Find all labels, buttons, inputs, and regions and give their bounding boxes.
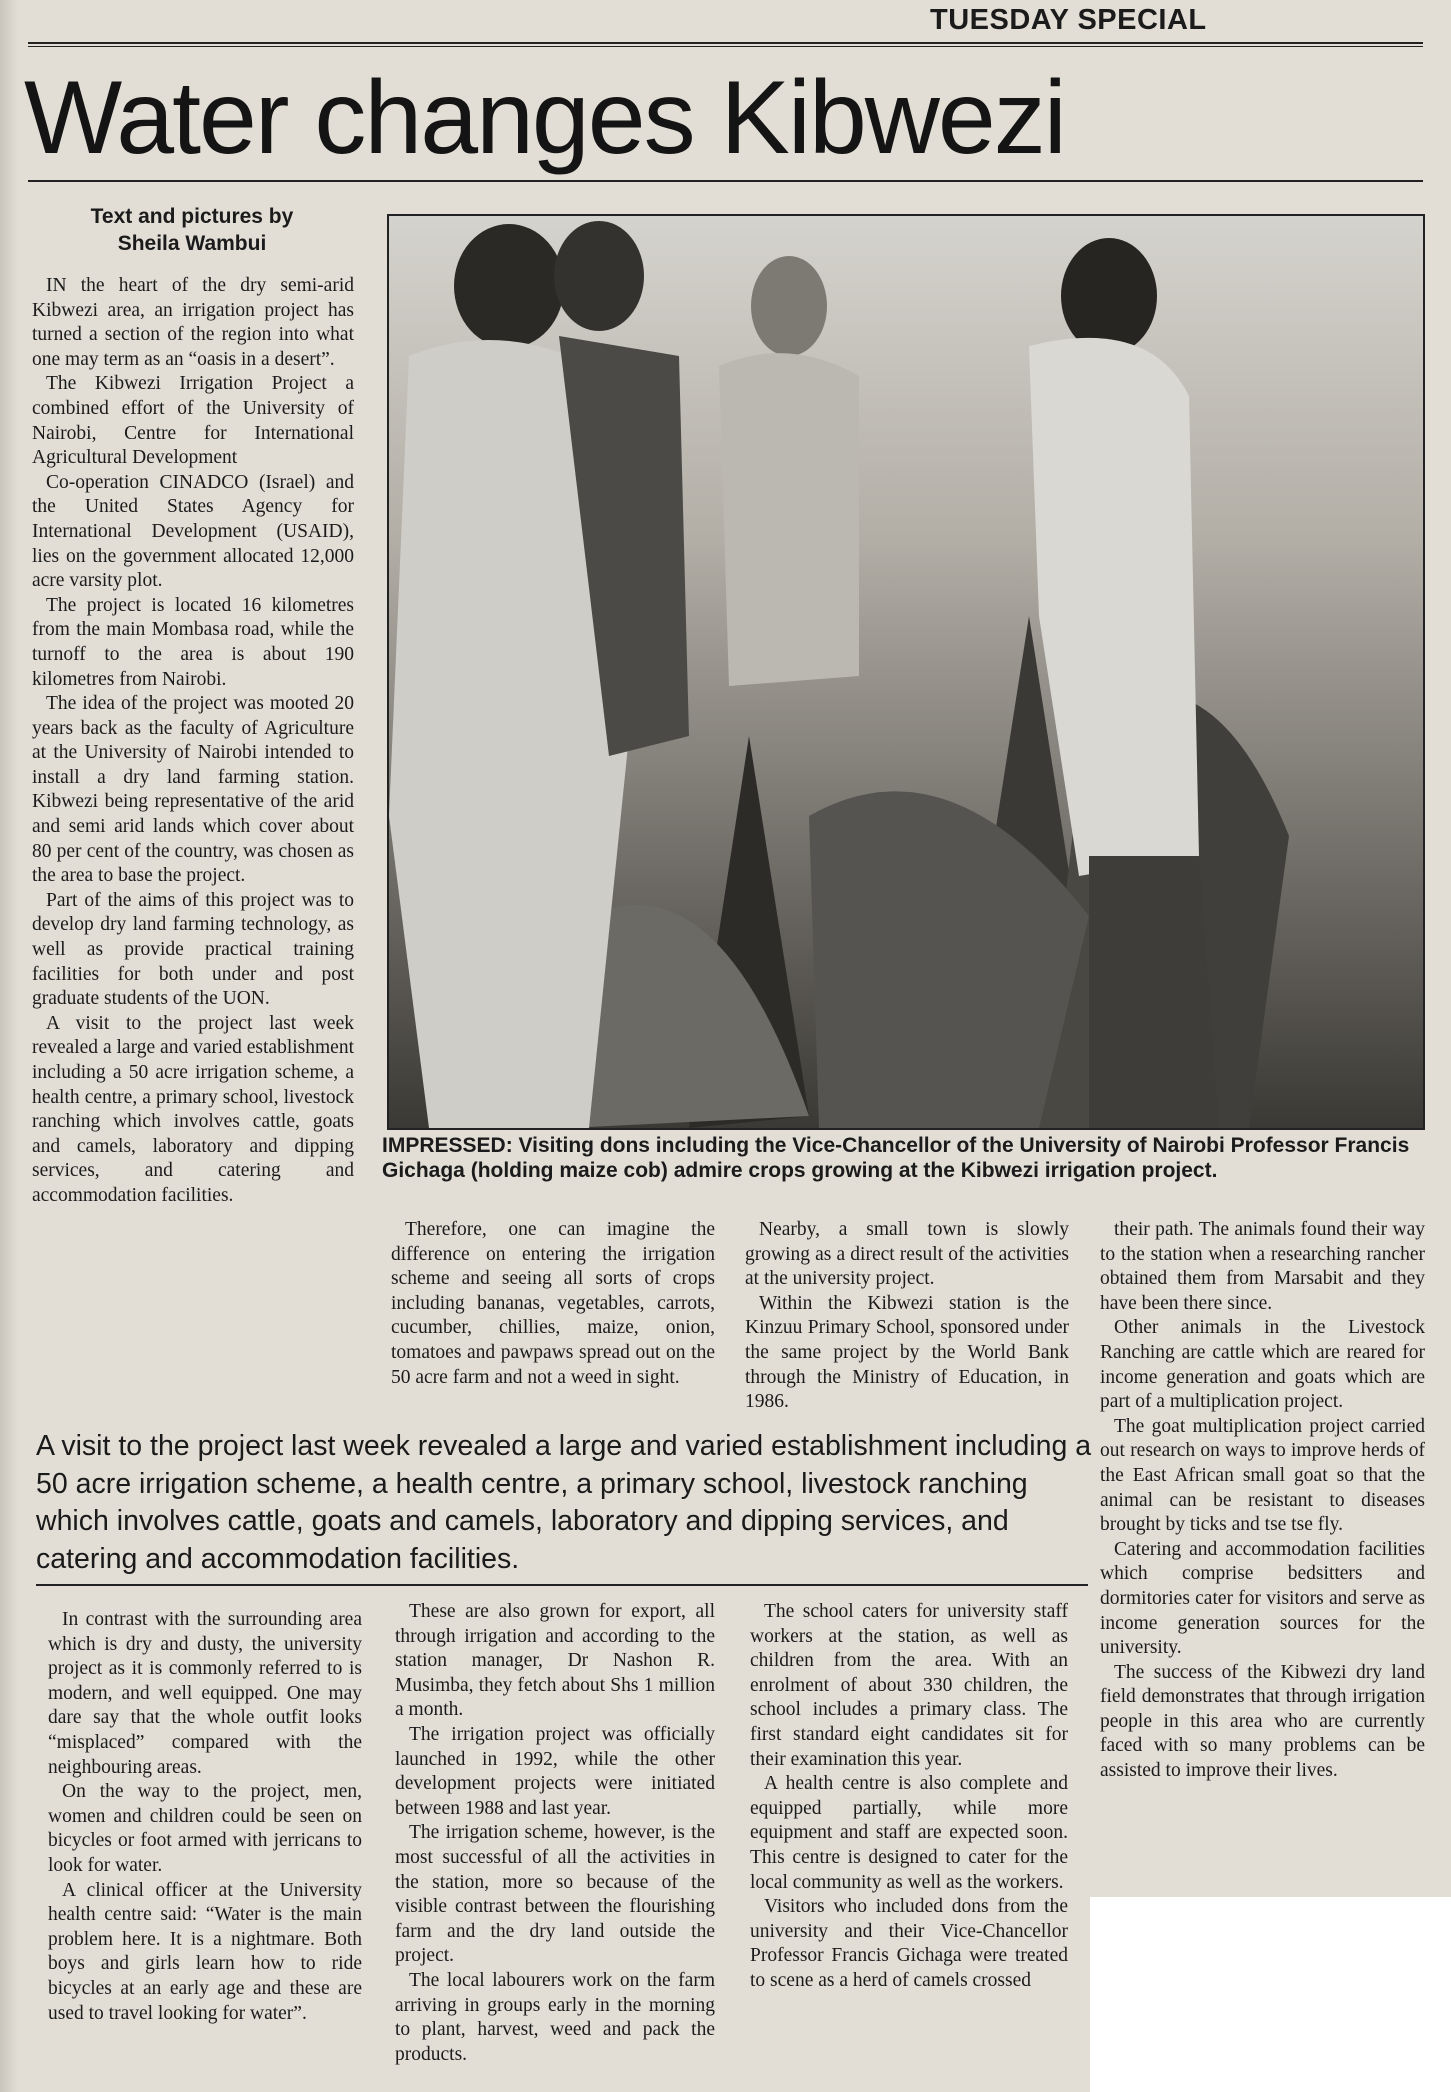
- article-column-1: [32, 274, 354, 1416]
- header-rule: [28, 42, 1423, 44]
- byline: [52, 203, 332, 257]
- headline-rule: [28, 180, 1423, 182]
- article-column-2-top: [391, 1218, 715, 1418]
- paragraph: The local labourers work on the farm arriving in groups early in the morning to plant, harvest, weed and pack the products.: [395, 1969, 715, 2065]
- paragraph: Nearby, a small town is slowly growing as a direct result of the activities at the university project.: [745, 1219, 1069, 1290]
- photo-illustration: [389, 216, 1423, 1128]
- paragraph: The success of the Kibwezi dry land field demonstrates that through irrigation people in this area who are currently faced with so many problems can be assisted to improve their lives.: [1100, 1661, 1425, 1782]
- paragraph: In contrast with the surrounding area which is dry and dusty, the university project as it is commonly referred to is modern, and well equipped. One may dare say that the whole outfit looks “misplaced” compared with the neighbouring areas.: [48, 1609, 362, 1778]
- pull-quote: A visit to the project last week revealed a large and varied establishment including a 50 acre irrigation scheme, a health centre, a primary school, livestock ranching which involves cattle, goats and camels, laboratory and dipping services, and catering and accommodation facilities.: [36, 1430, 1092, 1575]
- article-column-3-bottom: [750, 1600, 1068, 2092]
- article-column-2-bottom: [395, 1600, 715, 2092]
- article-column-3-top: [745, 1218, 1069, 1418]
- page-edge-shadow: [0, 0, 18, 2092]
- paragraph: The project is located 16 kilometres from the main Mombasa road, while the turnoff to the area is about 190 kilometres from Nairobi.: [32, 594, 354, 690]
- byline-line-1: Text and pictures by: [90, 205, 294, 228]
- paragraph: The school caters for university staff workers at the station, as well as children from the area. With an enrolment of about 330 children, the school includes a primary class. The first standard eight candidates sit for their examination this year.: [750, 1601, 1068, 1770]
- paragraph: Within the Kibwezi station is the Kinzuu Primary School, sponsored under the same project by the World Bank through the Ministry of Education, in 1986.: [745, 1292, 1069, 1413]
- paragraph: A clinical officer at the University health centre said: “Water is the main problem here. It is a nightmare. Both boys and girls learn how to ride bicycles at an early age and these are used to travel looking for water”.: [48, 1879, 362, 2024]
- paragraph: Other animals in the Livestock Ranching are cattle which are reared for income generation and goats which are part of a multiplication project.: [1100, 1317, 1425, 1413]
- paragraph: A health centre is also complete and equipped partially, while more equipment and staff are expected soon. This centre is designed to cater for the local community as well as the workers.: [750, 1773, 1068, 1893]
- paragraph: On the way to the project, men, women and children could be seen on bicycles or foot armed with jerricans to look for water.: [48, 1781, 362, 1876]
- paragraph: A visit to the project last week revealed a large and varied establishment including a 50 acre irrigation scheme, a health centre, a primary school, livestock ranching which involves cattle, goats and camels, laboratory and dipping services, and catering and accommodation facilities.: [32, 1012, 354, 1206]
- paragraph: These are also grown for export, all through irrigation and according to the station manager, Dr Nashon R. Musimba, they fetch about Shs 1 million a month.: [395, 1601, 715, 1721]
- paragraph: The goat multiplication project carried out research on ways to improve herds of the East African small goat so that the animal can be resistant to diseases brought by ticks and tse tse fly.: [1100, 1415, 1425, 1536]
- photo-caption: IMPRESSED: Visiting dons including the Vice-Chancellor of the University of Nairobi Professor Francis Gichaga (holding maize cob) admire crops growing at the Kibwezi irrigation project.: [382, 1134, 1410, 1182]
- header-rule-thin: [28, 46, 1423, 47]
- paragraph: their path. The animals found their way to the station when a researching rancher obtained them from Marsabit and they have been there since.: [1100, 1219, 1425, 1314]
- pull-quote-rule: [36, 1584, 1088, 1586]
- paragraph: Therefore, one can imagine the difference on entering the irrigation scheme and seeing all sorts of crops including bananas, vegetables, carrots, cucumber, chillies, maize, onion, tomatoes and pawpaws spread out on the 50 acre farm and not a weed in sight.: [391, 1219, 715, 1388]
- article-column-4: [1100, 1218, 1425, 1894]
- paragraph: IN the heart of the dry semi-arid Kibwezi area, an irrigation project has turned a section of the region into what one may term as an “oasis in a desert”.: [32, 275, 354, 370]
- scan-blank-area: [1090, 1897, 1451, 2092]
- paragraph: Catering and accommodation facilities which comprise bedsitters and dormitories cater for visitors and serve as income generation sources for the university.: [1100, 1538, 1425, 1659]
- paragraph: Co-operation CINADCO (Israel) and the United States Agency for International Development (USAID), lies on the government allocated 12,000 acre varsity plot.: [32, 471, 354, 592]
- section-tag: TUESDAY SPECIAL: [930, 4, 1207, 36]
- paragraph: The Kibwezi Irrigation Project a combined effort of the University of Nairobi, Centre for International Agricultural Development: [32, 373, 354, 469]
- paragraph: The idea of the project was mooted 20 years back as the faculty of Agriculture at the University of Nairobi intended to install a dry land farming station. Kibwezi being representative of the arid and semi arid lands which cover about 80 per cent of the country, was chosen as the area to base the project.: [32, 693, 354, 887]
- paragraph: Visitors who included dons from the university and their Vice-Chancellor Professor Francis Gichaga were treated to scene as a herd of camels crossed: [750, 1896, 1068, 1991]
- byline-author: Sheila Wambui: [117, 232, 267, 255]
- paragraph: The irrigation project was officially launched in 1992, while the other development projects were initiated between 1988 and last year.: [395, 1723, 715, 1819]
- article-column-1-bottom: [48, 1608, 362, 2092]
- headline: Water changes Kibwezi: [24, 60, 1065, 176]
- article-photo: [387, 214, 1425, 1130]
- paragraph: The irrigation scheme, however, is the most successful of all the activities in the station, more so because of the visible contrast between the flourishing farm and the dry land outside the project.: [395, 1822, 715, 1967]
- paragraph: Part of the aims of this project was to develop dry land farming technology, as well as provide practical training facilities for both under and post graduate students of the UON.: [32, 889, 354, 1010]
